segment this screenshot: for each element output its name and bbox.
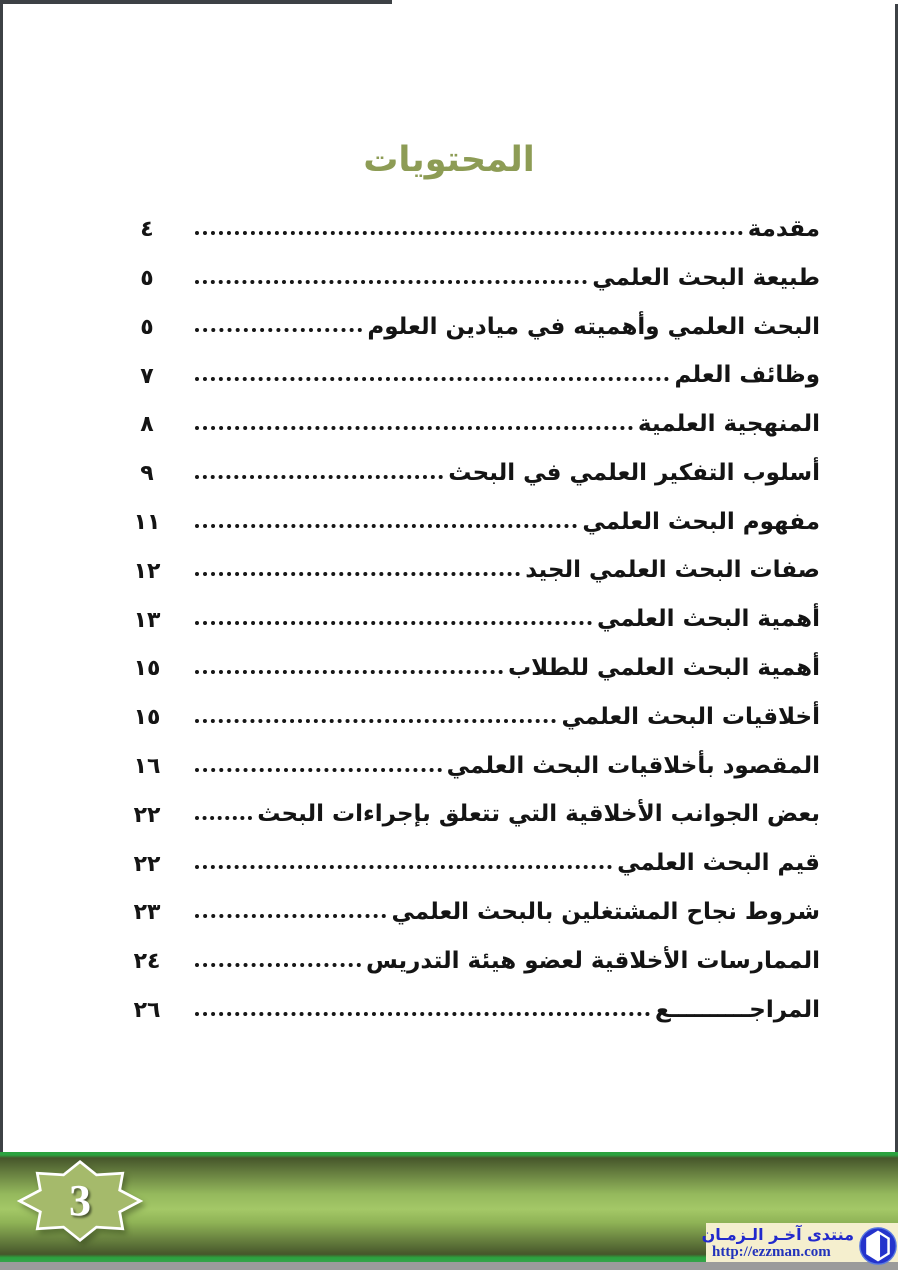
toc-page-number: ١١ [133, 509, 161, 535]
toc-entry-label: طبيعة البحث العلمي [592, 264, 820, 291]
toc-row [104, 245, 820, 294]
toc-entry-label: صفات البحث العلمي الجيد [525, 557, 820, 584]
toc-leader-dots [195, 475, 443, 479]
toc-row [104, 294, 820, 343]
toc-entry-label: مفهوم البحث العلمي [582, 508, 820, 535]
toc-row [104, 342, 820, 391]
page-title: المحتويات [363, 140, 535, 180]
toc-page-number: ٤ [140, 217, 154, 243]
toc-leader-dots [195, 280, 587, 284]
toc-entry-label: أسلوب التفكير العلمي في البحث [448, 459, 820, 486]
scan-edge-left [0, 0, 3, 1262]
page-number-badge [16, 1159, 144, 1243]
watermark-bar [701, 1223, 898, 1262]
toc-page-number: ٢٢ [133, 802, 161, 828]
toc-row [104, 977, 820, 1026]
toc-leader-dots [195, 768, 442, 772]
toc-page-number: ١٢ [133, 558, 161, 584]
toc-page-number: ١٣ [133, 607, 161, 633]
toc-entry-label: البحث العلمي وأهميته في ميادين العلوم [367, 313, 820, 340]
toc-entry-label: أخلاقيات البحث العلمي [561, 703, 820, 730]
toc-page-number: ٢٣ [133, 900, 161, 926]
toc-leader-dots [195, 524, 577, 528]
toc-leader-dots [195, 1012, 650, 1016]
toc-page-number: ٨ [140, 412, 154, 438]
toc-leader-dots [195, 328, 362, 332]
toc-row [104, 782, 820, 831]
toc-page-number: ١٥ [133, 656, 161, 682]
toc-page-number: ٥ [140, 314, 154, 340]
toc-leader-dots [195, 816, 252, 820]
toc-entry-label: الممارسات الأخلاقية لعضو هيئة التدريس [365, 947, 820, 974]
toc-leader-dots [195, 621, 592, 625]
toc-row [104, 928, 820, 977]
toc-row [104, 830, 820, 879]
toc-entry-label: المقصود بأخلاقيات البحث العلمي [446, 752, 820, 779]
toc-row [104, 586, 820, 635]
toc-entry-label: المراجــــــــــع [654, 996, 820, 1023]
watermark-url: http://ezzman.com [712, 1244, 831, 1260]
toc-leader-dots [195, 719, 556, 723]
toc-row [104, 635, 820, 684]
toc-row [104, 879, 820, 928]
toc-leader-dots [195, 231, 743, 235]
toc-page-number: ٩ [140, 461, 154, 487]
toc-page-number: ٢٦ [133, 997, 161, 1023]
toc-row [104, 440, 820, 489]
toc-row [104, 196, 820, 245]
toc-entry-label: المنهجية العلمية [637, 411, 820, 438]
toc-row [104, 489, 820, 538]
toc-row [104, 733, 820, 782]
toc-row [104, 391, 820, 440]
toc-leader-dots [195, 963, 361, 967]
toc-page-number: ٢٢ [133, 851, 161, 877]
toc-row [104, 538, 820, 587]
toc-entry-label: أهمية البحث العلمي للطلاب [507, 655, 820, 682]
toc-leader-dots [195, 572, 520, 576]
scan-edge-top [0, 0, 392, 4]
toc-page-number: ٥ [140, 266, 154, 291]
toc-page-number: ١٦ [133, 753, 161, 779]
toc-page-number: ٧ [140, 363, 154, 389]
toc-entry-label: وظائف العلم [674, 362, 820, 389]
toc-page-number: ١٥ [133, 705, 161, 731]
toc-page-number: ٢٤ [133, 949, 161, 975]
toc-leader-dots [195, 377, 669, 381]
gem-logo-icon [858, 1226, 898, 1266]
toc-entry-label: أهمية البحث العلمي [596, 606, 820, 633]
toc-leader-dots [195, 426, 633, 430]
bottom-gray-strip [0, 1262, 898, 1270]
toc-leader-dots [195, 670, 503, 674]
watermark-site-name: منتدى آخـر الـزمـان [701, 1225, 854, 1244]
toc-entry-label: شروط نجاح المشتغلين بالبحث العلمي [391, 899, 820, 926]
toc-entry-label: مقدمة [747, 215, 820, 242]
toc-entry-label: بعض الجوانب الأخلاقية التي تتعلق بإجراءات البحث [257, 801, 820, 828]
toc-leader-dots [195, 865, 612, 869]
toc-leader-dots [195, 914, 386, 918]
toc-entry-label: قيم البحث العلمي [617, 850, 820, 877]
toc-list [104, 196, 820, 1026]
page-number: 3 [69, 1176, 91, 1225]
toc-row [104, 684, 820, 733]
